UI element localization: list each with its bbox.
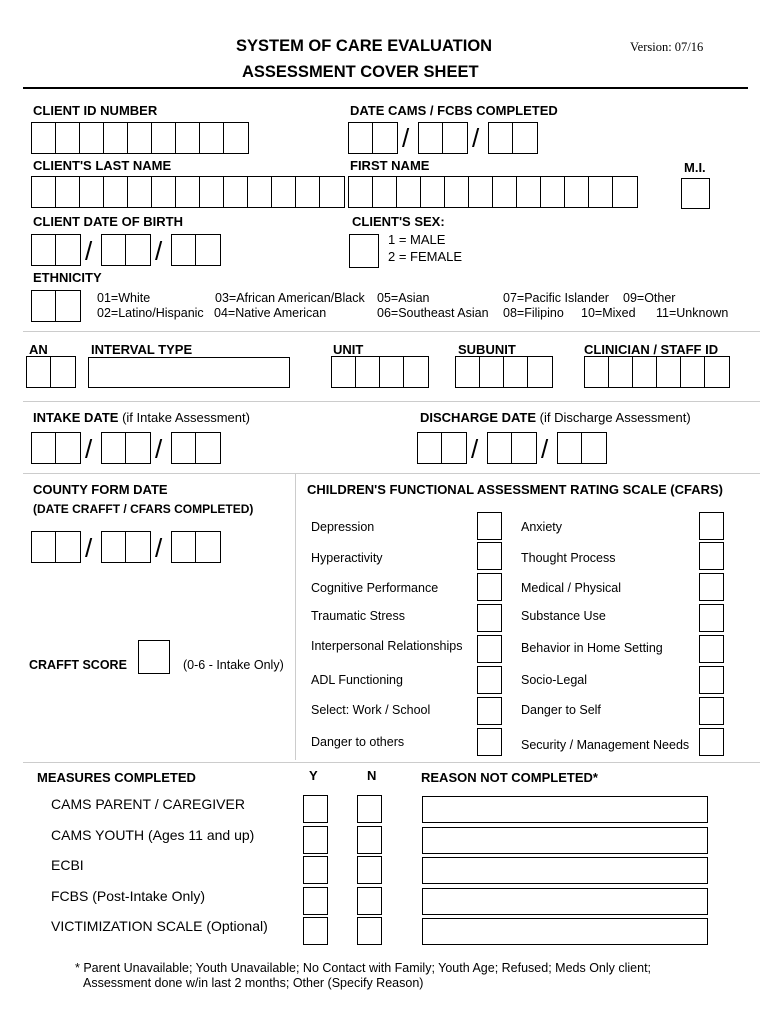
discharge-month[interactable] — [417, 432, 467, 464]
measure-yes-box[interactable] — [303, 795, 328, 823]
cfars-item: Hyperactivity — [311, 551, 383, 565]
cfars-item: Traumatic Stress — [311, 609, 406, 623]
date-separator: / — [155, 533, 163, 563]
ethnicity-option: 07=Pacific Islander — [503, 291, 609, 305]
intake-month[interactable] — [31, 432, 81, 464]
crafft-note: (0-6 - Intake Only) — [183, 658, 284, 672]
cfars-score-box[interactable] — [699, 666, 724, 694]
ethnicity-option: 04=Native American — [214, 306, 327, 320]
measure-reason-field[interactable] — [422, 918, 708, 945]
date-separator: / — [85, 533, 93, 563]
form-title: SYSTEM OF CARE EVALUATION — [236, 37, 493, 55]
cfars-item: Danger to others — [311, 735, 405, 749]
ethnicity-label: ETHNICITY — [33, 270, 102, 285]
date-separator: / — [85, 236, 93, 266]
measure-no-box[interactable] — [357, 795, 382, 823]
version-label: Version: 07/16 — [630, 40, 704, 54]
measure-reason-field[interactable] — [422, 827, 708, 854]
date-separator: / — [472, 123, 480, 153]
dob-label: CLIENT DATE OF BIRTH — [33, 214, 183, 229]
ethnicity-option: 11=Unknown — [656, 306, 729, 320]
cfars-score-box[interactable] — [477, 666, 502, 694]
dob-day[interactable] — [101, 234, 151, 266]
cfars-item: Anxiety — [521, 520, 562, 534]
cfars-score-box[interactable] — [699, 635, 724, 663]
date-separator: / — [155, 236, 163, 266]
client-id-label: CLIENT ID NUMBER — [33, 103, 158, 118]
dob-year[interactable] — [171, 234, 221, 266]
measure-no-box[interactable] — [357, 826, 382, 854]
measure-yes-box[interactable] — [303, 826, 328, 854]
cfars-item: Behavior in Home Setting — [521, 641, 663, 655]
footnote-line1: * Parent Unavailable; Youth Unavailable; No Contact with Family; Youth Age; Refused; Meds Only client; — [75, 961, 652, 975]
ethnicity-option: 10=Mixed — [581, 306, 636, 320]
date-separator: / — [541, 434, 549, 464]
dob-month[interactable] — [31, 234, 81, 266]
measure-no-box[interactable] — [357, 887, 382, 915]
cfars-score-box[interactable] — [477, 728, 502, 756]
cfars-score-box[interactable] — [477, 512, 502, 540]
county-day[interactable] — [101, 531, 151, 563]
sex-field[interactable] — [349, 234, 379, 268]
yes-column-label: Y — [309, 768, 318, 783]
reason-column-label: REASON NOT COMPLETED* — [421, 770, 598, 785]
ethnicity-option: 03=African American/Black — [215, 291, 365, 305]
measure-item: ECBI — [51, 857, 84, 873]
column-divider — [295, 474, 296, 760]
cfars-item: ADL Functioning — [311, 673, 403, 687]
cfars-item: Danger to Self — [521, 703, 601, 717]
last-name-field[interactable] — [31, 176, 345, 208]
footnote-line2: Assessment done w/in last 2 months; Other (Specify Reason) — [83, 976, 424, 990]
measure-yes-box[interactable] — [303, 917, 328, 945]
cfars-item: Security / Management Needs — [521, 738, 690, 752]
section-divider — [23, 401, 760, 402]
header-divider — [23, 87, 748, 89]
measure-yes-box[interactable] — [303, 856, 328, 884]
cfars-score-box[interactable] — [477, 542, 502, 570]
discharge-year[interactable] — [557, 432, 607, 464]
sex-label: CLIENT'S SEX: — [352, 214, 445, 229]
clinician-label: CLINICIAN / STAFF ID — [584, 342, 719, 357]
discharge-day[interactable] — [487, 432, 537, 464]
county-form-date-label: COUNTY FORM DATE — [33, 482, 168, 497]
cfars-score-box[interactable] — [699, 728, 724, 756]
sex-option-male: 1 = MALE — [388, 232, 446, 247]
cfars-item: Depression — [311, 520, 375, 534]
no-column-label: N — [367, 768, 377, 783]
an-field[interactable] — [26, 356, 76, 388]
ethnicity-option: 06=Southeast Asian — [377, 306, 489, 320]
measure-reason-field[interactable] — [422, 857, 708, 884]
county-month[interactable] — [31, 531, 81, 563]
intake-year[interactable] — [171, 432, 221, 464]
unit-label: UNIT — [333, 342, 364, 357]
date-separator: / — [402, 123, 410, 153]
measure-reason-field[interactable] — [422, 888, 708, 915]
date-separator: / — [85, 434, 93, 464]
cfars-score-box[interactable] — [699, 542, 724, 570]
subunit-label: SUBUNIT — [458, 342, 516, 357]
cfars-score-box[interactable] — [699, 512, 724, 540]
last-name-label: CLIENT'S LAST NAME — [33, 158, 172, 173]
date-cams-label: DATE CAMS / FCBS COMPLETED — [350, 103, 558, 118]
cfars-item: Medical / Physical — [521, 581, 622, 595]
interval-type-field[interactable] — [88, 357, 290, 388]
intake-date-label: INTAKE DATE (if Intake Assessment) — [33, 410, 250, 425]
cfars-score-box[interactable] — [477, 604, 502, 632]
cfars-item: Select: Work / School — [311, 703, 431, 717]
form-subtitle: ASSESSMENT COVER SHEET — [242, 63, 479, 81]
section-divider — [23, 473, 760, 474]
intake-day[interactable] — [101, 432, 151, 464]
measure-reason-field[interactable] — [422, 796, 708, 823]
ethnicity-option: 02=Latino/Hispanic — [97, 306, 204, 320]
ethnicity-option: 05=Asian — [377, 291, 430, 305]
ethnicity-field[interactable] — [31, 290, 81, 322]
county-form-date-sub: (DATE CRAFFT / CFARS COMPLETED) — [33, 502, 254, 516]
measure-item: CAMS PARENT / CAREGIVER — [51, 796, 245, 812]
cfars-score-box[interactable] — [477, 573, 502, 601]
mi-label: M.I. — [684, 160, 706, 175]
county-year[interactable] — [171, 531, 221, 563]
measures-title: MEASURES COMPLETED — [37, 770, 196, 785]
interval-type-label: INTERVAL TYPE — [91, 342, 193, 357]
cfars-score-box[interactable] — [477, 697, 502, 725]
cfars-item: Interpersonal Relationships — [311, 639, 463, 653]
cfars-score-box[interactable] — [699, 573, 724, 601]
date-separator: / — [471, 434, 479, 464]
cfars-item: Substance Use — [521, 609, 606, 623]
date-cams-day[interactable] — [418, 122, 468, 154]
measure-no-box[interactable] — [357, 917, 382, 945]
sex-option-female: 2 = FEMALE — [388, 249, 463, 264]
cfars-score-box[interactable] — [477, 635, 502, 663]
date-cams-month[interactable] — [348, 122, 398, 154]
date-separator: / — [155, 434, 163, 464]
client-id-field[interactable] — [31, 122, 249, 154]
subunit-field[interactable] — [455, 356, 553, 388]
crafft-score-label: CRAFFT SCORE — [29, 658, 127, 672]
unit-field[interactable] — [331, 356, 429, 388]
ethnicity-option: 08=Filipino — [503, 306, 564, 320]
cfars-title: CHILDREN'S FUNCTIONAL ASSESSMENT RATING SCALE (CFARS) — [307, 482, 723, 497]
section-divider — [23, 762, 760, 763]
cfars-item: Thought Process — [521, 551, 616, 565]
cfars-score-box[interactable] — [699, 697, 724, 725]
measure-yes-box[interactable] — [303, 887, 328, 915]
cfars-score-box[interactable] — [699, 604, 724, 632]
clinician-field[interactable] — [584, 356, 730, 388]
cfars-item: Socio-Legal — [521, 673, 588, 687]
first-name-field[interactable] — [348, 176, 638, 208]
cfars-item: Cognitive Performance — [311, 581, 439, 595]
section-divider — [23, 331, 760, 332]
an-label: AN — [29, 342, 48, 357]
ethnicity-option: 09=Other — [623, 291, 676, 305]
date-cams-year[interactable] — [488, 122, 538, 154]
measure-no-box[interactable] — [357, 856, 382, 884]
measure-item: VICTIMIZATION SCALE (Optional) — [51, 918, 268, 934]
first-name-label: FIRST NAME — [350, 158, 430, 173]
discharge-date-label: DISCHARGE DATE (if Discharge Assessment) — [420, 410, 691, 425]
crafft-score-field[interactable] — [138, 640, 170, 674]
ethnicity-option: 01=White — [97, 291, 151, 305]
mi-field[interactable] — [681, 178, 710, 209]
measure-item: FCBS (Post-Intake Only) — [51, 888, 206, 904]
measure-item: CAMS YOUTH (Ages 11 and up) — [51, 827, 255, 843]
